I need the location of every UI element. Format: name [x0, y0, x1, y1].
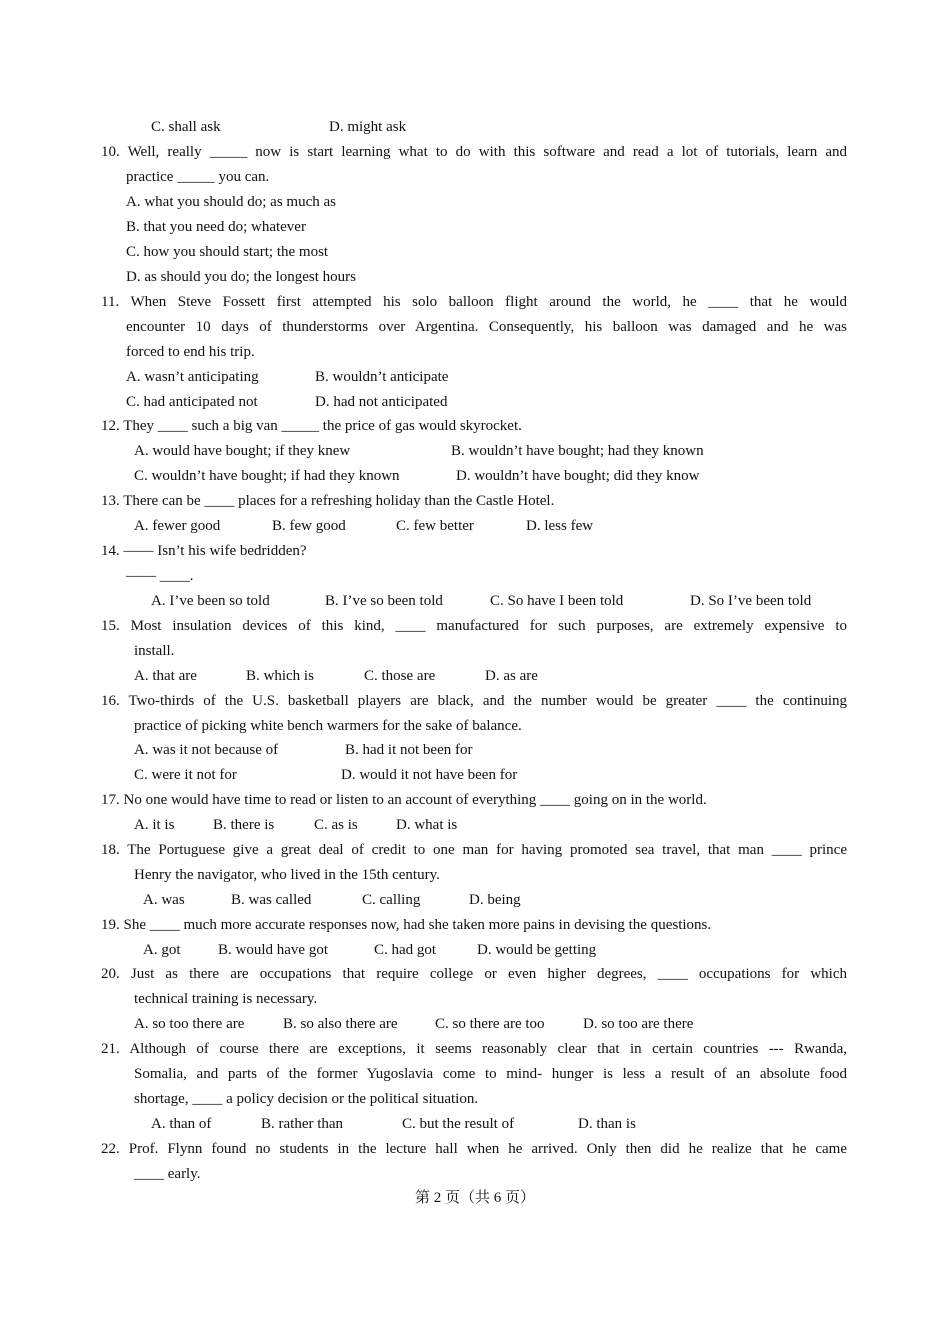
- q16-option-d: D. would it not have been for: [341, 767, 518, 783]
- q18-option-b: B. was called: [231, 892, 312, 908]
- q20-option-b: B. so also there are: [283, 1016, 398, 1032]
- q22-stem-line-2: ____ early.: [134, 1166, 201, 1182]
- q20-stem-line-2: technical training is necessary.: [134, 991, 318, 1007]
- q9-option-d: D. might ask: [329, 119, 407, 135]
- q15-option-d: D. as are: [485, 668, 538, 684]
- q16-option-b: B. had it not been for: [345, 742, 473, 758]
- q16-stem-line-2: practice of picking white bench warmers for the sake of balance.: [134, 718, 522, 734]
- q18-option-c: C. calling: [362, 892, 421, 908]
- q18-stem-line-1: 18. The Portuguese give a great deal of credit to one man for having promoted sea travel, that man ____ prince: [101, 842, 847, 858]
- q19-option-d: D. would be getting: [477, 942, 597, 958]
- q14-option-b: B. I’ve so been told: [325, 593, 443, 609]
- q13-option-c: C. few better: [396, 518, 474, 534]
- q11-stem-line-1: 11. When Steve Fossett first attempted his solo balloon flight around the world, he ____ that he would: [101, 294, 847, 310]
- q14-stem-line-1: 14. —— Isn’t his wife bedridden?: [101, 543, 307, 559]
- q16-option-c: C. were it not for: [134, 767, 237, 783]
- q21-stem-line-2: Somalia, and parts of the former Yugoslavia come to mind- hunger is less a result of an absolute food: [134, 1066, 847, 1082]
- q21-option-d: D. than is: [578, 1116, 636, 1132]
- q11-stem-line-2: encounter 10 days of thunderstorms over Argentina. Consequently, his balloon was damaged and he was: [126, 319, 847, 335]
- q13-option-d: D. less few: [526, 518, 594, 534]
- q11-option-b: B. wouldn’t anticipate: [315, 369, 449, 385]
- q19-option-c: C. had got: [374, 942, 437, 958]
- q19-option-b: B. would have got: [218, 942, 328, 958]
- q16-stem-line-1: 16. Two-thirds of the U.S. basketball players are black, and the number would be greater ____ the continuing: [101, 693, 847, 709]
- q13-stem-line-1: 13. There can be ____ places for a refreshing holiday than the Castle Hotel.: [101, 493, 555, 509]
- q21-option-c: C. but the result of: [402, 1116, 515, 1132]
- q17-option-b: B. there is: [213, 817, 275, 833]
- q21-stem-line-1: 21. Although of course there are exceptions, it seems reasonably clear that in certain countries --- Rwanda,: [101, 1041, 847, 1057]
- q17-stem-line-1: 17. No one would have time to read or listen to an account of everything ____ going on in the world.: [101, 792, 707, 808]
- q12-option-a: A. would have bought; if they knew: [134, 443, 351, 459]
- q12-option-b: B. wouldn’t have bought; had they known: [451, 443, 704, 459]
- q10-option-b: B. that you need do; whatever: [126, 219, 306, 235]
- q22-stem-line-1: 22. Prof. Flynn found no students in the lecture hall when he arrived. Only then did he realize that he came: [101, 1141, 847, 1157]
- q18-stem-line-2: Henry the navigator, who lived in the 15th century.: [134, 867, 440, 883]
- q21-option-b: B. rather than: [261, 1116, 344, 1132]
- q13-option-b: B. few good: [272, 518, 346, 534]
- q17-option-c: C. as is: [314, 817, 358, 833]
- q19-option-a: A. got: [143, 942, 181, 958]
- q12-option-d: D. wouldn’t have bought; did they know: [456, 468, 700, 484]
- q20-option-a: A. so too there are: [134, 1016, 245, 1032]
- q10-stem-line-2: practice _____ you can.: [126, 169, 270, 185]
- q16-option-a: A. was it not because of: [134, 742, 279, 758]
- q11-option-d: D. had not anticipated: [315, 394, 448, 410]
- q11-option-a: A. wasn’t anticipating: [126, 369, 259, 385]
- q15-option-b: B. which is: [246, 668, 314, 684]
- q20-option-d: D. so too are there: [583, 1016, 694, 1032]
- q10-stem-line-1: 10. Well, really _____ now is start learning what to do with this software and read a lot of tutorials, learn and: [101, 144, 847, 160]
- q17-option-d: D. what is: [396, 817, 458, 833]
- q9-option-c: C. shall ask: [151, 119, 221, 135]
- q15-stem-line-2: install.: [134, 643, 175, 659]
- q14-stem-line-2: —— ____.: [126, 568, 194, 584]
- q15-option-c: C. those are: [364, 668, 436, 684]
- q10-option-d: D. as should you do; the longest hours: [126, 269, 356, 285]
- q14-option-c: C. So have I been told: [490, 593, 624, 609]
- page-number-footer: 第 2 页（共 6 页）: [414, 1190, 535, 1206]
- q14-option-d: D. So I’ve been told: [690, 593, 812, 609]
- q20-stem-line-1: 20. Just as there are occupations that require college or even higher degrees, ____ occupations for which: [101, 966, 847, 982]
- q11-option-c: C. had anticipated not: [126, 394, 258, 410]
- q18-option-d: D. being: [469, 892, 521, 908]
- q10-option-a: A. what you should do; as much as: [126, 194, 336, 210]
- q12-option-c: C. wouldn’t have bought; if had they known: [134, 468, 400, 484]
- q15-option-a: A. that are: [134, 668, 197, 684]
- q12-stem-line-1: 12. They ____ such a big van _____ the price of gas would skyrocket.: [101, 418, 522, 434]
- q19-stem-line-1: 19. She ____ much more accurate responses now, had she taken more pains in devising the questions.: [101, 917, 712, 933]
- q17-option-a: A. it is: [134, 817, 175, 833]
- q20-option-c: C. so there are too: [435, 1016, 545, 1032]
- q18-option-a: A. was: [143, 892, 185, 908]
- q14-option-a: A. I’ve been so told: [151, 593, 270, 609]
- q21-stem-line-3: shortage, ____ a policy decision or the political situation.: [134, 1091, 479, 1107]
- q11-stem-line-3: forced to end his trip.: [126, 344, 255, 360]
- q15-stem-line-1: 15. Most insulation devices of this kind, ____ manufactured for such purposes, are extremely expensive to: [101, 618, 847, 634]
- q21-option-a: A. than of: [151, 1116, 212, 1132]
- q13-option-a: A. fewer good: [134, 518, 221, 534]
- q10-option-c: C. how you should start; the most: [126, 244, 329, 260]
